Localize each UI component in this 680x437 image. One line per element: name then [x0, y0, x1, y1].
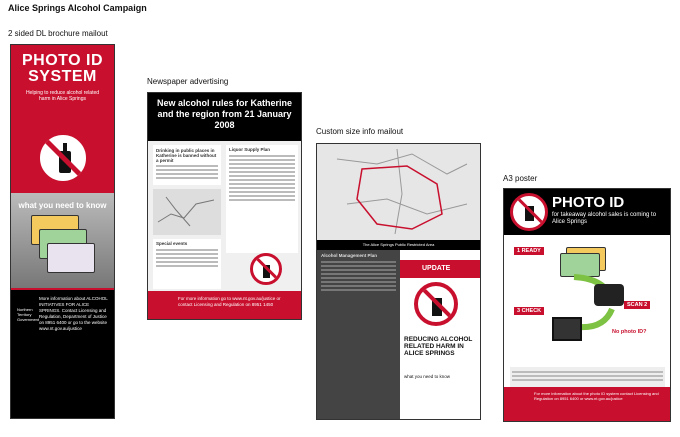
newspaper-col2-title: Liquor Supply Plan	[229, 147, 271, 152]
monitor-icon	[552, 317, 582, 341]
poster-no-photo: No photo ID?	[612, 329, 647, 335]
caption-brochure: 2 sided DL brochure mailout	[8, 29, 108, 38]
info-need-text: what you need to know	[404, 374, 451, 379]
caption-poster: A3 poster	[503, 174, 538, 183]
brochure-preview	[10, 44, 115, 419]
newspaper-events-title: Special events	[156, 241, 188, 246]
poster-subline: for takeaway alcohol sales is coming to Alice Springs	[552, 212, 657, 225]
caption-info: Custom size info mailout	[316, 127, 404, 136]
poster-footer: For more information about the photo ID system contact Licensing and Regulation on 8951 6400 or www.nt.gov.au/justice	[504, 387, 670, 421]
poster-preview	[503, 188, 671, 422]
newspaper-footer: For more information go to www.nt.gov.au/justice or contact Licensing and Regulation on 8951 1450	[148, 291, 301, 319]
poster-step-scan: SCAN 2	[624, 301, 650, 309]
no-alcohol-icon	[250, 253, 282, 285]
newspaper-ad-preview	[147, 92, 302, 320]
brochure-subline: Helping to reduce alcohol related harm in Alice Springs	[25, 90, 100, 102]
caption-newspaper: Newspaper advertising	[147, 77, 229, 86]
no-alcohol-icon	[510, 193, 548, 231]
no-alcohol-icon	[36, 131, 90, 185]
poster-headline: PHOTO ID	[552, 194, 625, 211]
scanner-icon	[594, 284, 624, 306]
info-strip: The Alice Springs Public Restricted Area	[317, 240, 480, 250]
restricted-area-map	[317, 144, 480, 240]
info-mailout-preview	[316, 143, 481, 420]
poster-info-box	[510, 367, 665, 387]
page-title: Alice Springs Alcohol Campaign	[8, 3, 147, 13]
newspaper-headline: New alcohol rules for Katherine and the region from 21 January 2008	[148, 93, 301, 141]
info-update-banner: UPDATE	[400, 260, 481, 278]
nt-government-logo: Northern Territory Government	[17, 307, 40, 322]
no-alcohol-icon	[414, 282, 458, 326]
newspaper-map	[153, 189, 221, 235]
id-card-icon	[47, 243, 95, 273]
brochure-need-text: what you need to know	[18, 201, 107, 210]
poster-step-check: 3 CHECK	[514, 307, 544, 315]
poster-step-ready: 1 READY	[514, 247, 544, 255]
info-reducing-text: REDUCING ALCOHOL RELATED HARM IN ALICE SPRINGS	[404, 336, 473, 357]
brochure-contact-text: More information about ALCOHOL INITIATIVES FOR ALICE SPRINGS. Contact Licensing and Regulation, Department of Justice on 8951 6400 or go to the website www.nt.gov.au/justice	[11, 290, 114, 419]
newspaper-col1-title: Drinking in public places in Katherine is banned without a permit	[156, 148, 217, 163]
info-left-title: Alcohol Management Plan	[321, 253, 378, 258]
brochure-headline: PHOTO ID SYSTEM	[21, 52, 104, 85]
